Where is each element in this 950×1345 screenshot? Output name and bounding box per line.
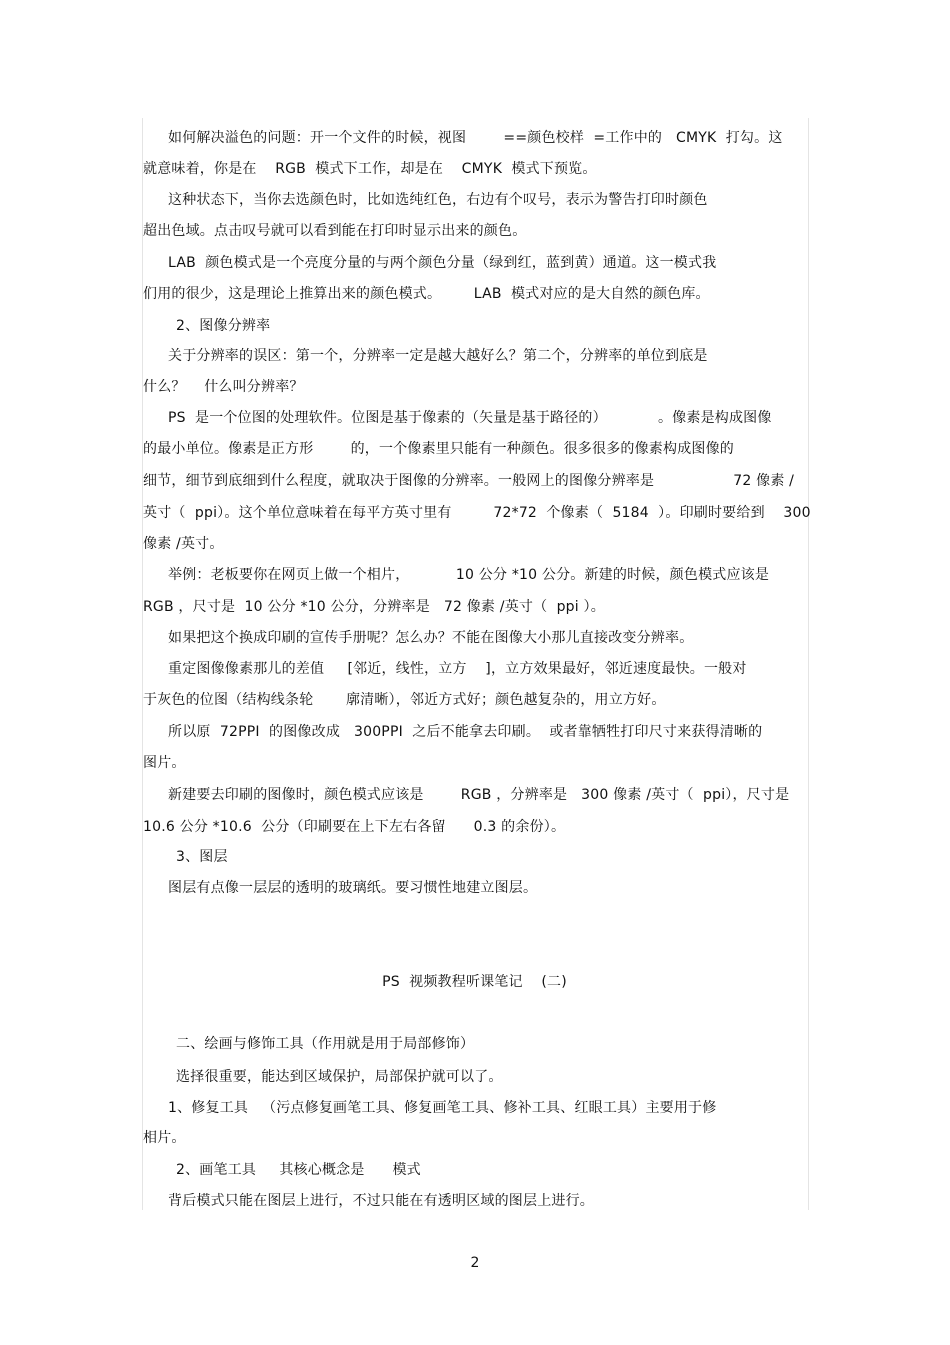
- text-line: 10.6 公分 *10.6 公分（印刷要在上下左右各留 0.3 的余份）。: [143, 819, 566, 835]
- text-line: 相片。: [143, 1130, 186, 1146]
- text-line: 新建要去印刷的图像时，颜色模式应该是 RGB ，分辨率是 300 像素 /英寸（ ppi），尺寸是: [168, 787, 790, 803]
- text-line: 背后模式只能在图层上进行，不过只能在有透明区域的图层上进行。: [168, 1193, 594, 1209]
- page-number: 2: [470, 1255, 480, 1271]
- section-heading: 2、画笔工具 其核心概念是 模式: [176, 1162, 421, 1178]
- text-line: 图层有点像一层层的透明的玻璃纸。要习惯性地建立图层。: [168, 880, 538, 896]
- text-line: 像素 /英寸。: [143, 536, 224, 552]
- text-line: PS 是一个位图的处理软件。位图是基于像素的（矢量是基于路径的） 。像素是构成图像: [168, 410, 772, 426]
- text-line: 就意味着，你是在 RGB 模式下工作，却是在 CMYK 模式下预览。: [143, 161, 597, 177]
- text-line: 关于分辨率的误区：第一个，分辨率一定是越大越好么？第二个，分辨率的单位到底是: [168, 348, 708, 364]
- text-line: 1、修复工具 （污点修复画笔工具、修复画笔工具、修补工具、红眼工具）主要用于修: [168, 1100, 717, 1116]
- text-line: 们用的很少，这是理论上推算出来的颜色模式。 LAB 模式对应的是大自然的颜色库。: [143, 286, 710, 302]
- text-line: 的最小单位。像素是正方形 的，一个像素里只能有一种颜色。很多很多的像素构成图像的: [143, 441, 734, 457]
- text-line: 超出色域。点击叹号就可以看到能在打印时显示出来的颜色。: [143, 223, 527, 239]
- text-line: 于灰色的位图（结构线条轮 廓清晰），邻近方式好；颜色越复杂的，用立方好。: [143, 692, 666, 708]
- text-line: 什么？ 什么叫分辨率？: [143, 379, 304, 395]
- text-line: RGB ，尺寸是 10 公分 *10 公分，分辨率是 72 像素 /英寸（ ppi ）。: [143, 599, 605, 615]
- text-line: 如果把这个换成印刷的宣传手册呢？怎么办？不能在图像大小那儿直接改变分辨率。: [168, 630, 694, 646]
- section-heading: 二、绘画与修饰工具（作用就是用于局部修饰）: [176, 1036, 475, 1052]
- text-line: LAB 颜色模式是一个亮度分量的与两个颜色分量（绿到红，蓝到黄）通道。这一模式我: [168, 255, 717, 271]
- text-line: 这种状态下，当你去选颜色时，比如选纯红色，右边有个叹号，表示为警告打印时颜色: [168, 192, 708, 208]
- text-line: 选择很重要，能达到区域保护，局部保护就可以了。: [176, 1069, 503, 1085]
- section-heading: 2、图像分辨率: [176, 318, 271, 334]
- document-title: PS 视频教程听课笔记 (二): [382, 974, 567, 990]
- text-line: 英寸（ ppi）。这个单位意味着在每平方英寸里有 72*72 个像素（ 5184 ）。印刷时要给到 300: [143, 505, 811, 521]
- text-line: 重定图像像素那儿的差值 [邻近，线性，立方 ]，立方效果最好，邻近速度最快。一般对: [168, 661, 747, 677]
- text-line: 所以原 72PPI 的图像改成 300PPI 之后不能拿去印刷。 或者靠牺牲打印尺寸来获得清晰的: [168, 724, 763, 740]
- section-heading: 3、图层: [176, 849, 228, 865]
- text-line: 举例：老板要你在网页上做一个相片， 10 公分 *10 公分。新建的时候，颜色模式应该是: [168, 567, 770, 583]
- text-line: 细节，细节到底细到什么程度，就取决于图像的分辨率。一般网上的图像分辨率是 72 像素 /: [143, 473, 795, 489]
- text-line: 如何解决溢色的问题：开一个文件的时候，视图 ==颜色校样 =工作中的 CMYK 打勾。这: [168, 130, 783, 146]
- text-line: 图片。: [143, 755, 186, 771]
